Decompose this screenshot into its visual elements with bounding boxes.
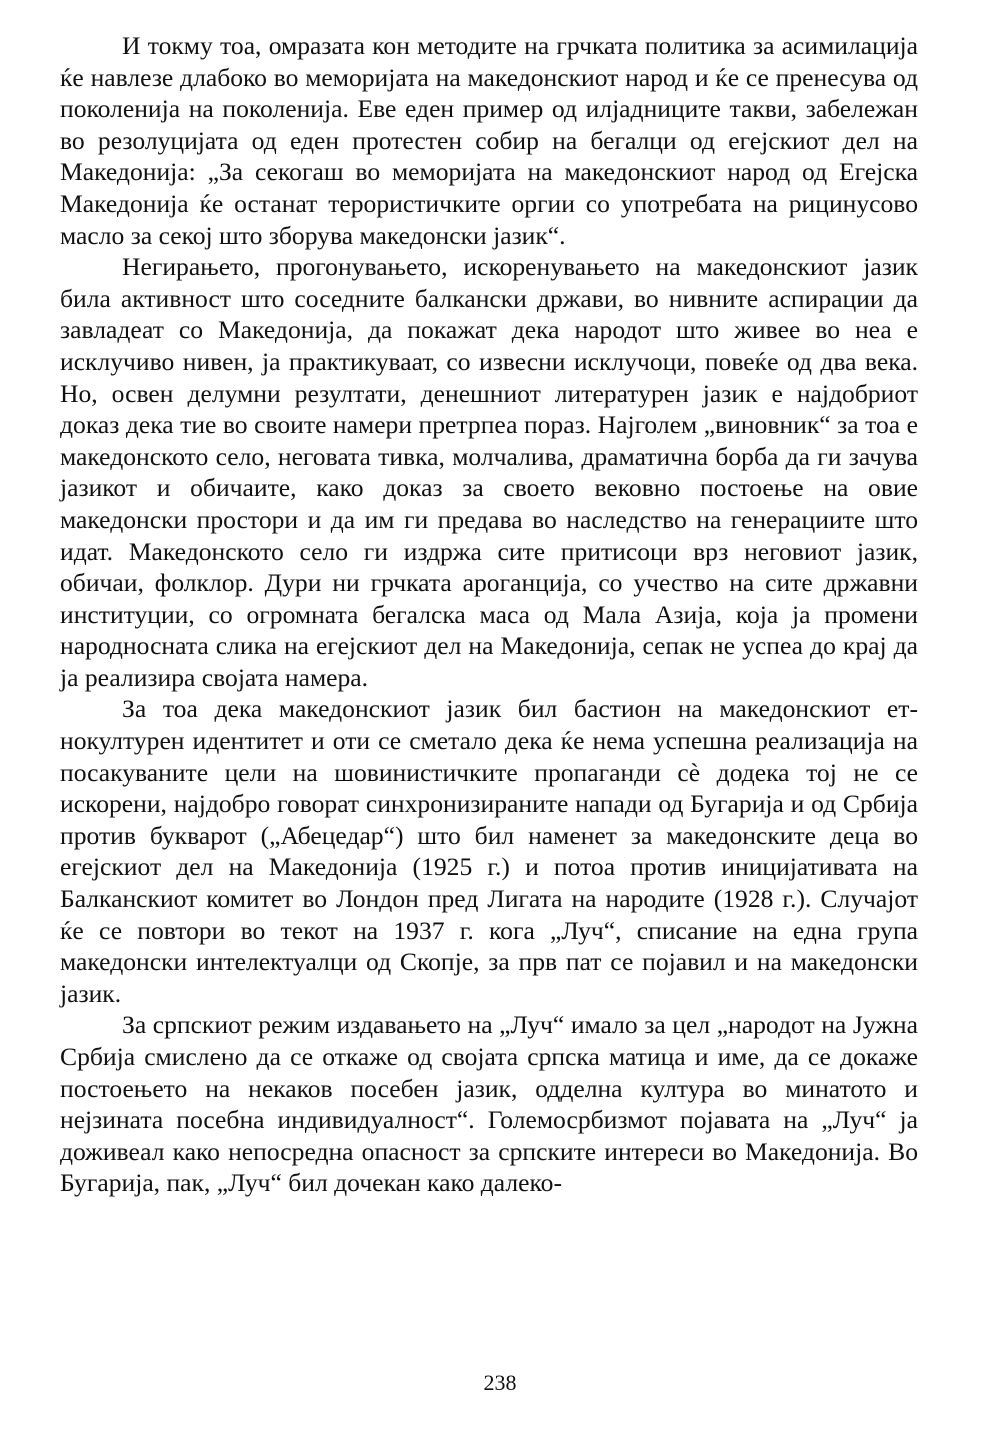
paragraph-1: И токму тоа, омразата кон методите на грчката политика за асимилација ќе навлезе длабоко во меморијата на македонскиот народ и ќе се пренесува од поколенија на поколенија. Еве еден пример од илјадниците такви, забележан во резолуцијата од еден протестен собир на бегалци од егејскиот дел на Македонија: „За секогаш во меморијата на македонскиот народ од Егејска Македонија ќе останат терористичките оргии со употребата на рицинусово масло за секој што зборува македонски јазик“. <box>60 31 918 250</box>
page-number: 238 <box>483 1370 517 1395</box>
page-body <box>60 30 918 1199</box>
paragraph-4: За српскиот режим издавањето на „Луч“ имало за цел „народот на Јужна Србија смислено да се откаже од својата српска матица и име, да се докаже постоењето на некаков посебен јазик, одделна култура во минатото и нејзината посебна индивидуалност“. Големосрбизмот појавата на „Луч“ ја доживеал како непосредна опасност за српските интереси во Македонија. Во Бугарија, пак, „Луч“ бил дочекан како далеко- <box>60 1010 918 1198</box>
paragraph-2: Негирањето, прогонувањето, искоренувањето на македонскиот јазик била активност што соседните балкански држави, во нивните аспирации да завладеат со Македонија, да покажат дека народот што живее во неа е исклучиво нивен, ја практикуваат, со извесни исклучоци, повеќе од два века. Но, освен делумни резултати, денешниот литературен јазик е најдобриот доказ дека тие во своите намери претрпеа пораз. Најголем „виновник“ за тоа е македонското село, неговата тивка, молчалива, драматична борба да ги зачува јазикот и обичаите, како доказ за своето вековно постоење на овие македонски простори и да им ги предава во наследство на генерациите што идат. Македонското село ги издржа сите притисоци врз неговиот јазик, обичаи, фолклор. Дури ни грчката ароганција, со учество на сите државни институции, со огромната бегалска маса од Мала Азија, која ја промени народносната слика на егејскиот дел на Македонија, сепак не успеа до крај да ја реализира својата намера. <box>60 252 918 692</box>
paragraph-3: За тоа дека македонскиот јазик бил бастион на македонскиот етнокултурен идентитет и оти се сметало дека ќе нема успешна реализација на посакуваните цели на шовинистичките пропаганди сè додека тој не се искорени, најдобро говорат синхронизираните напади од Бугарија и од Србија против букварот („Абецедар“) што бил наменет за македонските деца во егејскиот дел на Македонија (1925 г.) и потоа против иницијативата на Балканскиот комитет во Лондон пред Лигата на народите (1928 г.). Случајот ќе се повтори во текот на 1937 г. кога „Луч“, списание на една група македонски интелектуалци од Скопје, за прв пат се појавил и на македонски јазик. <box>60 694 918 1008</box>
